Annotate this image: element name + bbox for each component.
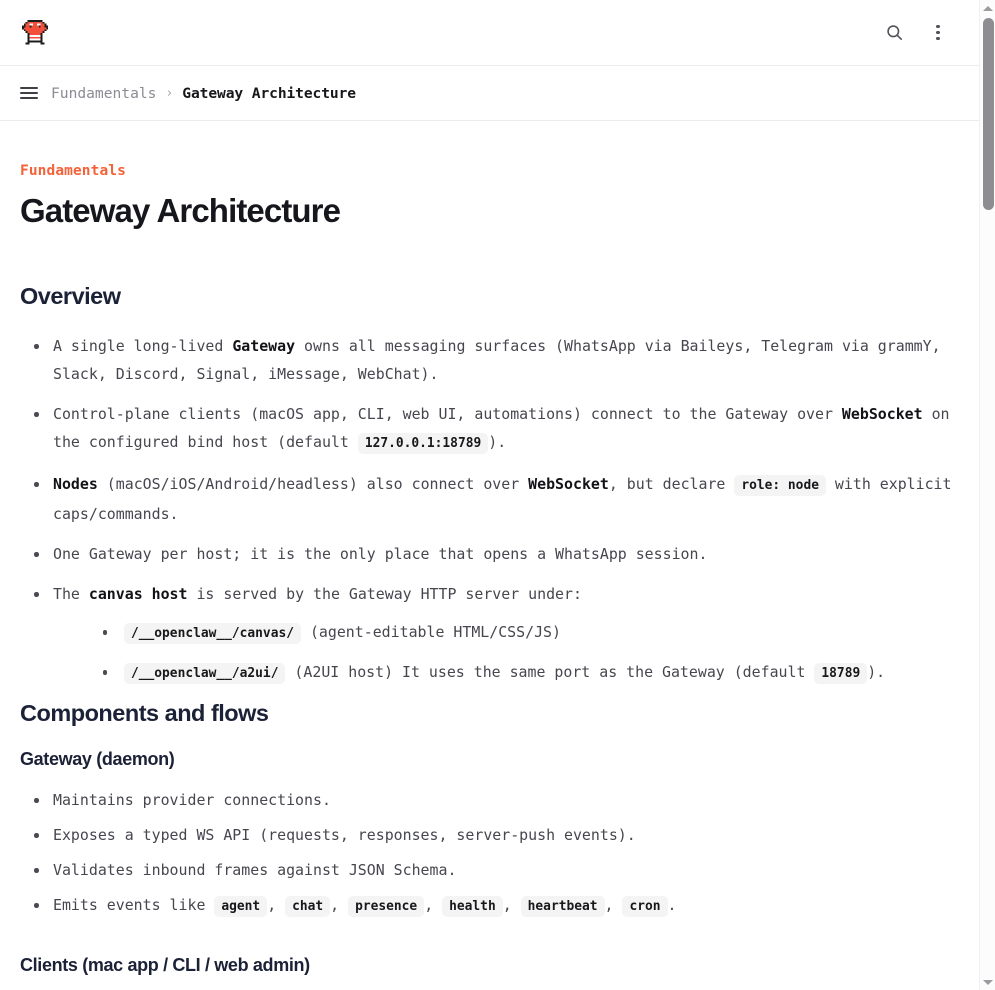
body-text: Exposes a typed WS API (requests, responses, server-push events). bbox=[53, 826, 636, 845]
inline-code-chip: heartbeat bbox=[521, 896, 605, 917]
section-heading-overview: Overview bbox=[20, 283, 121, 310]
openclaw-logo bbox=[20, 18, 50, 48]
emphasis-text: Gateway bbox=[232, 337, 296, 356]
article-body bbox=[0, 121, 979, 976]
breadcrumb-item-current: Gateway Architecture bbox=[182, 84, 356, 102]
body-text: Emits events like bbox=[53, 896, 215, 915]
breadcrumb bbox=[51, 85, 356, 102]
gateway-daemon-list bbox=[20, 786, 959, 921]
vertical-scrollbar[interactable] bbox=[979, 0, 995, 990]
list-item bbox=[20, 856, 959, 884]
inline-code-chip: chat bbox=[285, 896, 330, 917]
inline-code-chip: cron bbox=[622, 896, 667, 917]
chevron-right-icon: › bbox=[165, 85, 174, 101]
body-text: is served by the Gateway HTTP server under: bbox=[187, 585, 582, 604]
breadcrumb-item-fundamentals[interactable]: Fundamentals bbox=[51, 84, 157, 102]
body-text: , bbox=[502, 896, 521, 915]
category-eyebrow: Fundamentals bbox=[20, 163, 126, 179]
list-item bbox=[20, 470, 959, 528]
body-text: (macOS/iOS/Android/headless) also connect over bbox=[97, 475, 529, 494]
list-item bbox=[91, 618, 959, 648]
body-text: ). bbox=[488, 433, 507, 452]
inline-code-chip: presence bbox=[348, 896, 424, 917]
inline-code-chip: health bbox=[442, 896, 503, 917]
page-title: Gateway Architecture bbox=[20, 192, 341, 229]
body-text: on the configured bind host (default bbox=[53, 405, 950, 452]
scroll-up-arrow-icon[interactable] bbox=[980, 0, 995, 16]
nested-list bbox=[53, 618, 959, 688]
list-item bbox=[20, 540, 959, 568]
search-icon bbox=[885, 23, 904, 42]
body-text: A single long-lived bbox=[53, 337, 233, 356]
body-text: , bbox=[267, 896, 286, 915]
overflow-menu-button[interactable] bbox=[923, 18, 953, 48]
body-text: Validates inbound frames against JSON Schema. bbox=[53, 861, 457, 880]
inline-code-chip: /__openclaw__/a2ui/ bbox=[124, 663, 285, 684]
scroll-down-arrow-icon[interactable] bbox=[980, 974, 995, 990]
top-bar bbox=[0, 0, 979, 65]
list-item bbox=[20, 891, 959, 921]
subsection-heading-gateway-daemon: Gateway (daemon) bbox=[20, 749, 175, 770]
inline-code-chip: 18789 bbox=[814, 663, 867, 684]
inline-code-chip: agent bbox=[214, 896, 267, 917]
body-text: owns all messaging surfaces (WhatsApp via Baileys, Telegram via grammY, Slack, Discord, Signal, iMessage, WebChat). bbox=[53, 337, 941, 384]
inline-code-chip: 127.0.0.1:18789 bbox=[358, 433, 488, 454]
body-text: One Gateway per host; it is the only place that opens a WhatsApp session. bbox=[53, 545, 708, 564]
section-heading-components: Components and flows bbox=[20, 700, 269, 727]
emphasis-text: WebSocket bbox=[528, 475, 609, 494]
body-text: , bbox=[604, 896, 623, 915]
inline-code-chip: role: node bbox=[734, 475, 826, 496]
top-bar-actions bbox=[879, 18, 961, 48]
emphasis-text: Nodes bbox=[53, 475, 98, 494]
list-item bbox=[20, 786, 959, 814]
list-item bbox=[20, 400, 959, 458]
body-text: Control-plane clients (macOS app, CLI, web UI, automations) connect to the Gateway over bbox=[53, 405, 842, 424]
brand-link[interactable] bbox=[18, 18, 50, 48]
body-text: (A2UI host) It uses the same port as the Gateway (default bbox=[285, 663, 815, 682]
body-text: ). bbox=[867, 663, 886, 682]
body-text: Maintains provider connections. bbox=[53, 791, 331, 810]
hamburger-menu-icon[interactable] bbox=[20, 87, 38, 99]
body-text: . bbox=[667, 896, 677, 915]
inline-code-chip: /__openclaw__/canvas/ bbox=[124, 623, 301, 644]
body-text: with explicit caps/commands. bbox=[53, 475, 952, 524]
scrollbar-thumb[interactable] bbox=[983, 18, 994, 210]
emphasis-text: canvas host bbox=[88, 585, 188, 604]
list-item bbox=[91, 658, 959, 688]
body-text: , bbox=[424, 896, 443, 915]
list-item bbox=[20, 821, 959, 849]
search-button[interactable] bbox=[879, 18, 909, 48]
list-item bbox=[20, 580, 959, 688]
body-text: , bbox=[330, 896, 349, 915]
list-item bbox=[20, 332, 959, 388]
breadcrumb-bar bbox=[0, 65, 979, 121]
body-text: , but declare bbox=[608, 475, 735, 494]
emphasis-text: WebSocket bbox=[841, 405, 923, 424]
overview-list bbox=[20, 332, 959, 688]
body-text: (agent-editable HTML/CSS/JS) bbox=[300, 623, 561, 642]
subsection-heading-clients: Clients (mac app / CLI / web admin) bbox=[20, 955, 310, 976]
kebab-menu-icon bbox=[936, 25, 939, 41]
body-text: The bbox=[53, 585, 89, 604]
